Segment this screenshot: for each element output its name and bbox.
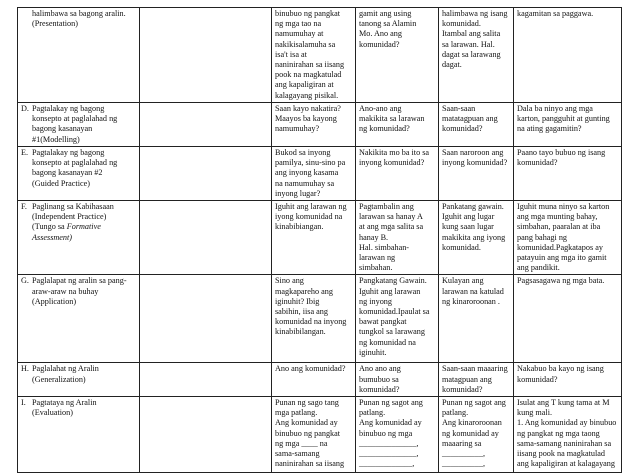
content-cell-3: Pagtambalin ang larawan sa hanay A at ang mga salita sa hanay B. Hal. simbahan- larawan ng simbahan. bbox=[356, 201, 439, 275]
procedure-cell bbox=[18, 397, 140, 473]
procedure-letter: E. bbox=[21, 148, 29, 157]
procedure-title: Paglinang sa Kabihasaan bbox=[32, 202, 114, 212]
content-cell-2: binubuo ng pangkat ng mga tao na namumuhay at nakikisalamuha sa isa't isa at naninirahan sa iisang pook na magkatulad ang kapaligiran at kalagayang pisikal. bbox=[272, 8, 356, 103]
content-cell-2: Punan ng sago tang mga patlang. Ang komunidad ay binubuo ng pangkat ng mga ____ na sama-samang naninirahan sa iisang bbox=[272, 397, 356, 473]
procedure-title: Paglalapat ng aralin sa pang- bbox=[32, 276, 127, 286]
content-cell-4: Saan-saan matatagpuan ang komunidad? bbox=[439, 103, 514, 147]
procedure-cell bbox=[18, 201, 140, 275]
content-cell-5: Pagsasagawa ng mga bata. bbox=[514, 275, 622, 363]
procedure-subtitle: (Guided Practice) bbox=[32, 178, 90, 188]
procedure-subtitle: #1(Modelling) bbox=[32, 134, 80, 144]
content-cell-1 bbox=[140, 363, 272, 397]
procedure-title: Pagtataya ng Aralin bbox=[32, 398, 97, 408]
procedure-cell bbox=[18, 275, 140, 363]
procedure-cell bbox=[18, 147, 140, 201]
content-cell-3: Pangkatang Gawain. Iguhit ang larawan ng inyong komunidad.Ipaulat sa bawat pangkat tungkol sa larawang ng komunidad na iginuhit. bbox=[356, 275, 439, 363]
content-cell-3: gamit ang using tanong sa Alamin Mo. Ano ang komunidad? bbox=[356, 8, 439, 103]
content-cell-4: Kulayan ang larawan na katulad ng kinaroroonan . bbox=[439, 275, 514, 363]
procedure-letter: D. bbox=[21, 104, 29, 113]
procedure-title: Paglalahat ng Aralin bbox=[32, 364, 99, 374]
procedure-title: Pagtalakay ng bagong bbox=[32, 148, 105, 157]
content-cell-5: Nakabuo ba kayo ng isang komunidad? bbox=[514, 363, 622, 397]
procedure-subtitle: (Presentation) bbox=[32, 19, 78, 29]
content-cell-3: Punan ng sagot ang patlang. Ang komunidad ay binubuo ng mga ______________, ______________, _____________, bbox=[356, 397, 439, 473]
procedure-subtitle: Assessment) bbox=[32, 232, 73, 242]
procedure-subtitle: konsepto at paglalahad ng bbox=[32, 114, 118, 124]
content-cell-4: Saan-saan maaaring matagpuan ang komunidad? bbox=[439, 363, 514, 397]
procedure-subtitle: (Independent Practice) bbox=[32, 212, 107, 222]
procedure-letter: H. bbox=[21, 364, 29, 374]
procedure-subtitle: konsepto at paglalahad ng bbox=[32, 158, 118, 168]
procedure-subtitle: (Evaluation) bbox=[32, 408, 73, 418]
content-cell-3: Nakikita mo ba ito sa inyong komunidad? bbox=[356, 147, 439, 201]
content-cell-4: Punan ng sagot ang patlang. Ang kinaroroonan ng komunidad ay maaaring sa __________, __________, bbox=[439, 397, 514, 473]
procedure-letter: F. bbox=[21, 202, 27, 212]
procedure-cell bbox=[18, 103, 140, 147]
content-cell-2: Sino ang magkapareho ang iginuhit? Ibig sabihin, iisa ang komunidad na inyong kinabibilangan. bbox=[272, 275, 356, 363]
procedure-title: Pagtalakay ng bagong bbox=[32, 104, 105, 113]
content-cell-1 bbox=[140, 103, 272, 147]
table-row bbox=[18, 275, 622, 363]
table-row bbox=[18, 397, 622, 473]
lesson-plan-body bbox=[18, 8, 622, 473]
lesson-plan-table bbox=[17, 7, 622, 473]
formative-italic: Formative bbox=[66, 222, 101, 232]
table-row bbox=[18, 363, 622, 397]
procedure-cell bbox=[18, 363, 140, 397]
content-cell-2: Iguhit ang larawan ng iyong komunidad na kinabibiangan. bbox=[272, 201, 356, 275]
procedure-subtitle: araw-araw na buhay bbox=[32, 286, 99, 296]
procedure-subtitle: bagong kasanayan #2 bbox=[32, 168, 103, 178]
table-row bbox=[18, 103, 622, 147]
content-cell-3: Ano-ano ang makikita sa larawan ng komunidad? bbox=[356, 103, 439, 147]
content-cell-5: Dala ba ninyo ang mga karton, pangguhit at gunting na ating gagamitin? bbox=[514, 103, 622, 147]
content-cell-5: Iguhit muna ninyo sa karton ang mga munting bahay, simbahan, paaralan at iba pang bahagi ng komunidad.Pagkatapos ay patayuin ang mga ito gamit ang pandikit. bbox=[514, 201, 622, 275]
content-cell-4: Pankatang gawain. Iguhit ang lugar kung saan lugar makikita ang iyong komunidad. bbox=[439, 201, 514, 275]
table-row bbox=[18, 201, 622, 275]
procedure-subtitle: (Application) bbox=[32, 296, 77, 306]
table-row bbox=[18, 8, 622, 103]
table-row bbox=[18, 147, 622, 201]
content-cell-4: Saan naroroon ang inyong komunidad? bbox=[439, 147, 514, 201]
content-cell-5: kagamitan sa paggawa. bbox=[514, 8, 622, 103]
procedure-subtitle: (Tungo sa Formative bbox=[32, 222, 101, 232]
content-cell-1 bbox=[140, 147, 272, 201]
content-cell-3: Ano ano ang bumubuo sa komunidad? bbox=[356, 363, 439, 397]
procedure-subtitle: (Generalization) bbox=[32, 374, 86, 384]
procedure-cell bbox=[18, 8, 140, 103]
procedure-subtitle: bagong kasanayan bbox=[32, 124, 93, 134]
content-cell-2: Bukod sa inyong pamilya, sinu-sino pa ang inyong kasama na namumuhay sa inyong lugar? bbox=[272, 147, 356, 201]
content-cell-2: Ano ang komunidad? bbox=[272, 363, 356, 397]
procedure-letter: I. bbox=[21, 398, 26, 408]
content-cell-1 bbox=[140, 201, 272, 275]
content-cell-1 bbox=[140, 8, 272, 103]
procedure-title: halimbawa sa bagong aralin. bbox=[32, 9, 126, 18]
content-cell-1 bbox=[140, 397, 272, 473]
procedure-letter: G. bbox=[21, 276, 29, 286]
content-cell-4: halimbawa ng isang komunidad. Itambal ang salita sa larawan. Hal. dagat sa larawang dagat. bbox=[439, 8, 514, 103]
content-cell-2: Saan kayo nakatira? Maayos ba kayong namumuhay? bbox=[272, 103, 356, 147]
content-cell-5: Isulat ang T kung tama at M kung mali. 1. Ang komunidad ay binubuo ng pangkat ng mga taong sama-samang naninirahan sa iisang pook na magkatulad ang kapaligiran at kalagayang bbox=[514, 397, 622, 473]
content-cell-1 bbox=[140, 275, 272, 363]
content-cell-5: Paano tayo bubuo ng isang komunidad? bbox=[514, 147, 622, 201]
